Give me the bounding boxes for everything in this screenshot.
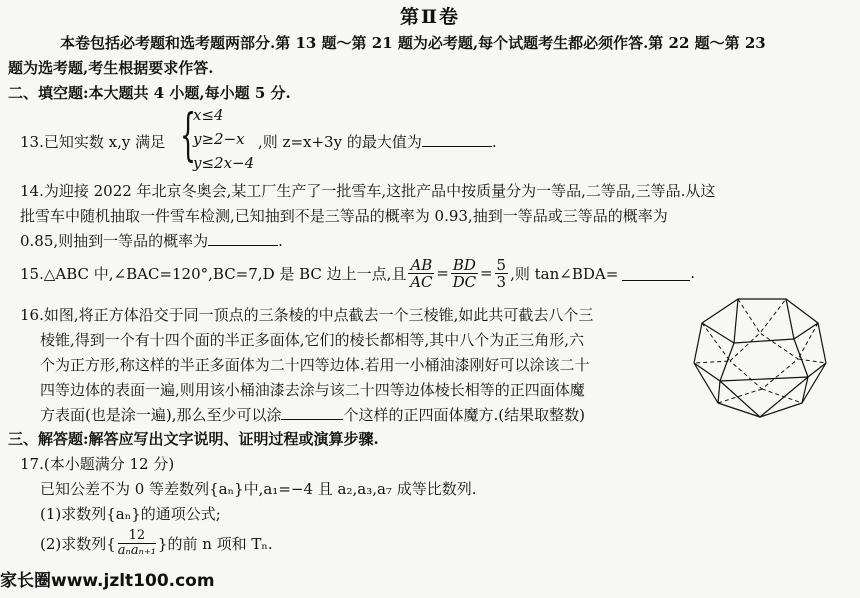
q13-suffix-text: ,则 z=x+3y 的最大值为 (258, 133, 422, 151)
q15-line (20, 255, 695, 291)
q15-fraction-5-3 (495, 257, 509, 290)
q17-sub2-fraction (118, 529, 156, 558)
q16-line-2: 棱锥,得到一个有十四个面的半正多面体,它们的棱长都相等,其中八个为正三角形,六 (40, 331, 585, 349)
q17-sub2-prefix: (2)求数列{ (40, 534, 116, 553)
figure-edge-a (702, 299, 738, 343)
figure-outline (694, 299, 826, 417)
q15-f1-numerator: AB (410, 255, 433, 274)
q13-prefix: 13.已知实数 x,y 满足 (20, 133, 166, 151)
q15-f3-numerator: 5 (496, 255, 507, 274)
intro-line-2: 题为选考题,考生根据要求作答. (8, 59, 214, 77)
figure-hidden-edge-a (738, 299, 786, 333)
q17-sub2-numerator: 12 (118, 529, 156, 544)
figure-edge-h (720, 377, 808, 381)
q15-fraction-ab-ac (408, 257, 434, 290)
q17-sub2-denominator: aₙaₙ₊₁ (117, 542, 156, 558)
q15-answer-blank (622, 266, 690, 281)
q17-sub2-suffix: }的前 n 项和 Tₙ. (157, 534, 273, 553)
figure-hidden-edge-e (718, 389, 762, 403)
q15-f2-denominator: DC (452, 272, 477, 291)
q14-line-3 (20, 230, 283, 251)
q15-f3-denominator: 3 (496, 272, 507, 291)
q15-prefix: 15.△ABC 中,∠BAC=120°,BC=7,D 是 BC 边上一点,且 (20, 264, 407, 283)
intro-line-1: 本卷包括必考题和选考题两部分.第 13 题～第 21 题为必考题,每个试题考生都必须作答.第 22 题～第 23 (60, 34, 766, 52)
q17-header: 17.(本小题满分 12 分) (20, 455, 175, 473)
q16-line-5b: 个这样的正四面体魔方.(结果取整数) (343, 406, 585, 424)
q13-constraint-3: y≤2x−4 (193, 154, 255, 172)
q14-line-2: 批雪车中随机抽取一件雪车检测,已知抽到不是三等品的概率为 0.93,抽到一等品或三等品的概率为 (20, 207, 668, 225)
q15-f2-numerator: BD (452, 255, 476, 274)
figure-edge-f (718, 381, 720, 403)
q13-brace: { (180, 103, 197, 168)
q17-stem: 已知公差不为 0 等差数列{aₙ}中,a₁=−4 且 a₂,a₃,a₇ 成等比数列. (40, 480, 477, 498)
q16-line-5a: 方表面(也是涂一遍),那么至少可以涂 (40, 406, 282, 424)
q16-line-3: 个为正方形,称这样的半正多面体为二十四等边体.若用一小桶油漆刚好可以涂该二十 (40, 356, 590, 374)
figure-hidden-edge-f (762, 389, 802, 403)
q14-line-3-text: 0.85,则抽到一等品的概率为 (20, 232, 209, 250)
q13-end: . (491, 133, 497, 151)
figure-edge-e (720, 377, 808, 417)
q14-line-1: 14.为迎接 2022 年北京冬奥会,某工厂生产了一批雪车,这批产品中按质量分为一等品,二等品,三等品.从这 (20, 182, 716, 200)
q13-constraint-2: y≥2−x (193, 130, 245, 148)
section-title: 第Ⅱ卷 (399, 6, 460, 28)
q13-constraint-1: x≤4 (193, 106, 224, 124)
q15-eq-1: = (436, 264, 449, 282)
q17-subquestion-1: (1)求数列{aₙ}的通项公式; (40, 505, 221, 523)
part3-heading: 三、解答题:解答应写出文字说明、证明过程或演算步骤. (8, 430, 379, 448)
q15-suffix: ,则 tan∠BDA= (510, 264, 619, 283)
q17-subquestion-2 (40, 525, 273, 561)
part2-heading: 二、填空题:本大题共 4 小题,每小题 5 分. (8, 84, 291, 102)
q15-end: . (690, 264, 696, 282)
q15-fraction-bd-dc (451, 257, 478, 290)
q16-line-4: 四等边体的表面一遍,则用该小桶油漆去涂与该二十四等边体棱长相等的正四面体魔 (40, 381, 585, 399)
q14-answer-blank (208, 231, 278, 246)
watermark: 家长圈www.jzlt100.com (0, 571, 215, 591)
q16-line-1: 16.如图,将正方体沿交于同一顶点的三条棱的中点截去一个三棱锥,如此共可截去八个三 (20, 306, 594, 324)
cuboctahedron-figure (690, 293, 830, 421)
q13-answer-blank (422, 132, 492, 147)
q16-answer-blank (281, 405, 343, 420)
q16-line-5 (40, 404, 585, 425)
q13-suffix (258, 131, 497, 152)
q15-f1-denominator: AC (410, 272, 433, 291)
q14-end: . (278, 232, 283, 250)
q15-eq-2: = (479, 264, 493, 282)
